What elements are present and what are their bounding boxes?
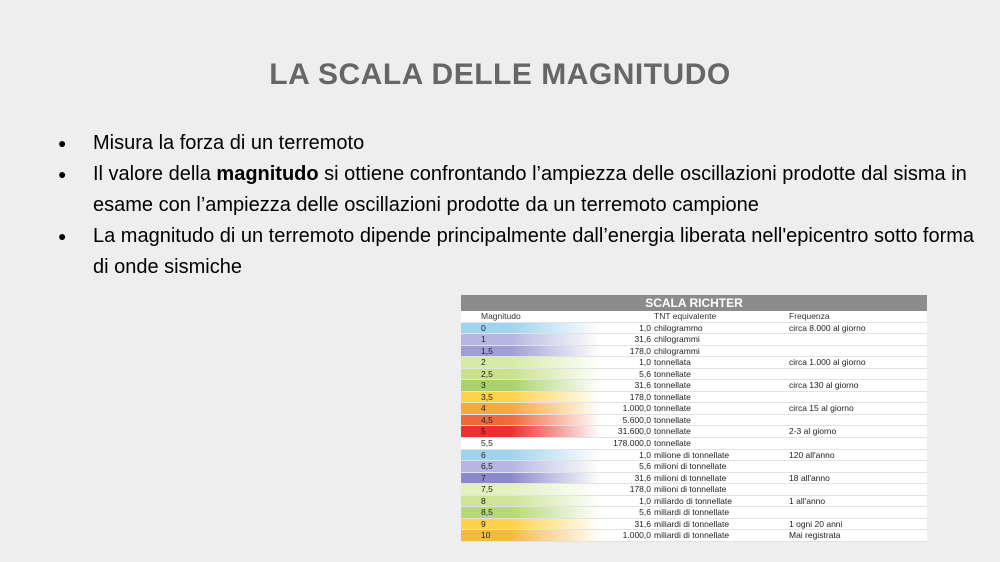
bullet-dot-icon: ● [58,135,67,151]
cell-tnt-unit: tonnellate [654,438,784,450]
cell-tnt-unit: miliardi di tonnellate [654,518,784,530]
cell-tnt-value: 178,0 [601,391,654,403]
cell-frequency [784,345,927,357]
cell-frequency [784,414,927,426]
cell-magnitude: 0 [461,322,601,334]
cell-magnitude: 2 [461,357,601,369]
cell-frequency: circa 8.000 al giorno [784,322,927,334]
bullet-text: Il valore della [93,163,217,185]
cell-magnitude: 4,5 [461,414,601,426]
cell-frequency [784,484,927,496]
table-row [461,495,927,507]
richter-table-header-row [461,311,927,322]
cell-tnt-unit: tonnellate [654,380,784,392]
cell-tnt-value: 1,0 [601,322,654,334]
table-row [461,368,927,380]
cell-tnt-value: 178.000,0 [601,438,654,450]
table-row [461,472,927,484]
table-row [461,426,927,438]
cell-magnitude: 7,5 [461,484,601,496]
cell-tnt-value: 31,6 [601,518,654,530]
cell-tnt-unit: tonnellate [654,391,784,403]
slide-title: LA SCALA DELLE MAGNITUDO [269,58,731,91]
bullet-dot-icon: ● [58,166,67,182]
cell-magnitude: 3 [461,380,601,392]
cell-tnt-value: 31,6 [601,472,654,484]
cell-tnt-unit: chilogrammi [654,345,784,357]
bullet-text: Misura la forza di un terremoto [93,132,365,154]
table-row [461,461,927,473]
richter-table-grid [461,311,927,542]
table-row [461,449,927,461]
cell-magnitude: 6 [461,449,601,461]
cell-magnitude: 5 [461,426,601,438]
cell-tnt-unit: miliardi di tonnellate [654,507,784,519]
bullet-text: La magnitudo di un terremoto dipende principalmente dall’energia liberata nell'epicentro sotto forma di onde sismiche [93,225,975,278]
bullet-text: si ottiene confrontando l’ampiezza delle oscillazioni prodotte dal sisma in esame con l’ampiezza delle oscillazioni prodotte da un terremoto campione [93,163,967,216]
header-magnitude: Magnitudo [461,311,601,322]
cell-frequency [784,334,927,346]
cell-magnitude: 10 [461,530,601,542]
cell-magnitude: 5,5 [461,438,601,450]
cell-tnt-unit: tonnellate [654,426,784,438]
table-row [461,530,927,542]
cell-tnt-unit: chilogrammo [654,322,784,334]
bullet-item [54,159,974,221]
table-row [461,380,927,392]
cell-tnt-unit: milioni di tonnellate [654,472,784,484]
cell-tnt-value: 178,0 [601,345,654,357]
table-row [461,322,927,334]
cell-magnitude: 2,5 [461,368,601,380]
table-row [461,334,927,346]
cell-tnt-value: 1,0 [601,449,654,461]
cell-tnt-value: 1,0 [601,357,654,369]
cell-frequency: 120 all'anno [784,449,927,461]
table-row [461,403,927,415]
cell-tnt-unit: milioni di tonnellate [654,461,784,473]
bullet-item [54,221,974,283]
table-row [461,391,927,403]
cell-frequency: circa 130 al giorno [784,380,927,392]
cell-frequency: circa 15 al giorno [784,403,927,415]
cell-frequency: 1 all'anno [784,495,927,507]
cell-tnt-unit: miliardi di tonnellate [654,530,784,542]
cell-tnt-value: 1,0 [601,495,654,507]
table-row [461,438,927,450]
cell-frequency [784,391,927,403]
bullet-item [54,128,974,159]
cell-tnt-unit: tonnellate [654,414,784,426]
cell-tnt-unit: chilogrammi [654,334,784,346]
table-row [461,357,927,369]
cell-tnt-unit: milione di tonnellate [654,449,784,461]
cell-frequency [784,368,927,380]
cell-tnt-unit: tonnellata [654,357,784,369]
header-frequency: Frequenza [784,311,927,322]
cell-tnt-value: 5,6 [601,507,654,519]
cell-tnt-unit: tonnellate [654,368,784,380]
table-row [461,507,927,519]
cell-tnt-value: 31,6 [601,334,654,346]
bullet-dot-icon: ● [58,228,67,244]
richter-table [461,295,927,542]
cell-magnitude: 7 [461,472,601,484]
cell-tnt-value: 31.600,0 [601,426,654,438]
cell-frequency: 2-3 al giorno [784,426,927,438]
cell-tnt-value: 178,0 [601,484,654,496]
cell-tnt-unit: miliardo di tonnellate [654,495,784,507]
cell-tnt-unit: milioni di tonnellate [654,484,784,496]
cell-frequency [784,507,927,519]
cell-tnt-value: 1.000,0 [601,403,654,415]
cell-magnitude: 1,5 [461,345,601,357]
cell-magnitude: 9 [461,518,601,530]
cell-tnt-value: 1.000,0 [601,530,654,542]
header-spacer [601,311,654,322]
cell-frequency: Mai registrata [784,530,927,542]
cell-magnitude: 8 [461,495,601,507]
cell-tnt-unit: tonnellate [654,403,784,415]
table-row [461,414,927,426]
header-tnt: TNT equivalente [654,311,784,322]
cell-magnitude: 3,5 [461,391,601,403]
cell-magnitude: 6,5 [461,461,601,473]
cell-tnt-value: 5.600,0 [601,414,654,426]
cell-magnitude: 1 [461,334,601,346]
table-row [461,484,927,496]
bullet-list [54,128,974,283]
cell-frequency: 1 ogni 20 anni [784,518,927,530]
cell-tnt-value: 5,6 [601,368,654,380]
cell-magnitude: 8,5 [461,507,601,519]
table-row [461,518,927,530]
cell-frequency: circa 1.000 al giorno [784,357,927,369]
bullet-bold-text: magnitudo [216,163,319,185]
cell-magnitude: 4 [461,403,601,415]
cell-frequency: 18 all'anno [784,472,927,484]
table-row [461,345,927,357]
cell-tnt-value: 5,6 [601,461,654,473]
cell-frequency [784,461,927,473]
cell-tnt-value: 31,6 [601,380,654,392]
cell-frequency [784,438,927,450]
richter-table-title: SCALA RICHTER [461,295,927,311]
